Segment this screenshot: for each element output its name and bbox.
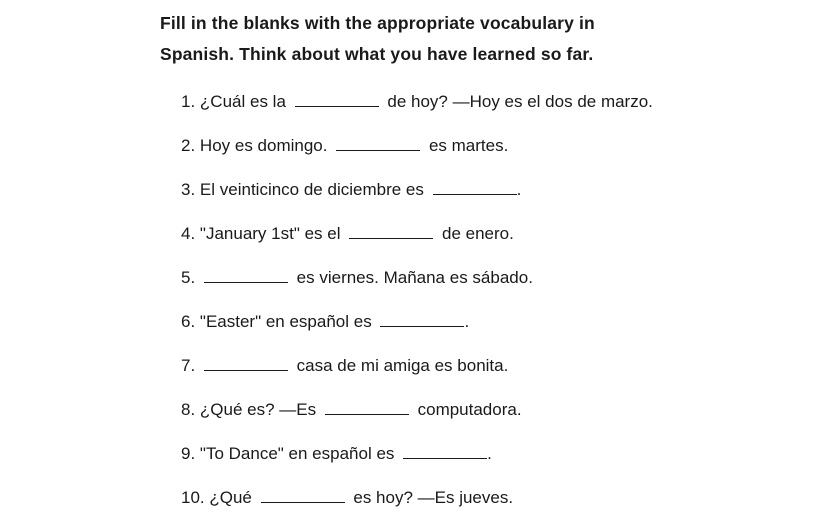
instructions-line-1: Fill in the blanks with the appropriate vocabulary in bbox=[160, 13, 595, 33]
answer-blank[interactable] bbox=[204, 268, 288, 283]
question-text-after: . bbox=[516, 180, 522, 199]
answer-blank[interactable] bbox=[403, 444, 487, 459]
question-1 bbox=[181, 91, 653, 113]
answer-blank[interactable] bbox=[261, 488, 345, 503]
question-text-before: "January 1st" es el bbox=[199, 224, 341, 243]
question-text-before: "Easter" en español es bbox=[199, 312, 372, 331]
question-text-before: ¿Qué es? —Es bbox=[199, 400, 317, 419]
question-number: 3. bbox=[181, 180, 196, 199]
question-text-after: de hoy? —Hoy es el dos de marzo. bbox=[387, 92, 653, 111]
question-text-after: es martes. bbox=[428, 136, 509, 155]
question-text-before: Hoy es domingo. bbox=[199, 136, 328, 155]
answer-blank[interactable] bbox=[336, 136, 420, 151]
question-number: 1. bbox=[181, 92, 196, 111]
question-number: 5. bbox=[181, 268, 196, 287]
instructions-line-2: Spanish. Think about what you have learned so far. bbox=[160, 44, 594, 64]
question-2 bbox=[181, 135, 508, 157]
question-number: 2. bbox=[181, 136, 196, 155]
question-5 bbox=[181, 267, 533, 289]
question-6 bbox=[181, 311, 469, 333]
question-3 bbox=[181, 179, 521, 201]
answer-blank[interactable] bbox=[349, 224, 433, 239]
question-text-after: es hoy? —Es jueves. bbox=[353, 488, 514, 507]
answer-blank[interactable] bbox=[433, 180, 517, 195]
question-text-before: ¿Qué bbox=[209, 488, 252, 507]
question-text-before: "To Dance" en español es bbox=[199, 444, 395, 463]
instructions bbox=[160, 8, 720, 70]
question-9 bbox=[181, 443, 492, 465]
question-number: 6. bbox=[181, 312, 196, 331]
question-text-before: El veinticinco de diciembre es bbox=[199, 180, 424, 199]
question-10 bbox=[181, 487, 513, 509]
question-7 bbox=[181, 355, 508, 377]
question-text-after: . bbox=[487, 444, 492, 463]
question-number: 9. bbox=[181, 444, 196, 463]
question-text-after: de enero. bbox=[441, 224, 514, 243]
question-text-before: ¿Cuál es la bbox=[199, 92, 286, 111]
question-text-after: es viernes. Mañana es sábado. bbox=[296, 268, 533, 287]
question-number: 4. bbox=[181, 224, 196, 243]
answer-blank[interactable] bbox=[380, 312, 464, 327]
question-text-after: computadora. bbox=[417, 400, 522, 419]
question-number: 10. bbox=[181, 488, 205, 507]
question-8 bbox=[181, 399, 522, 421]
answer-blank[interactable] bbox=[325, 400, 409, 415]
question-text-after: casa de mi amiga es bonita. bbox=[296, 356, 509, 375]
question-number: 7. bbox=[181, 356, 196, 375]
question-text-after: . bbox=[464, 312, 470, 331]
answer-blank[interactable] bbox=[204, 356, 288, 371]
answer-blank[interactable] bbox=[295, 92, 379, 107]
question-4 bbox=[181, 223, 514, 245]
question-number: 8. bbox=[181, 400, 196, 419]
